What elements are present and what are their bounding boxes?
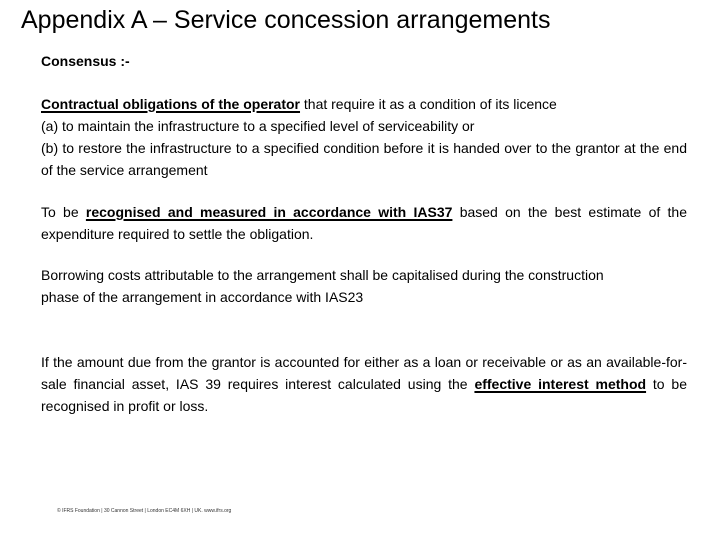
footer-copyright: © IFRS Foundation | 30 Cannon Street | London EC4M 6XH | UK. www.ifrs.org bbox=[57, 508, 232, 514]
borrowing-costs-paragraph: Borrowing costs attributable to the arrangement shall be capitalised during the construction phase of the arrangement in accordance with IAS23 bbox=[41, 267, 604, 305]
ias37-emphasis: recognised and measured in accordance with IAS37 bbox=[85, 204, 453, 220]
ias37-paragraph bbox=[41, 201, 687, 245]
ias37-pre: To be bbox=[41, 204, 86, 220]
contractual-obligations-paragraph bbox=[41, 93, 687, 181]
obligation-a-line: (a) to maintain the infrastructure to a specified level of serviceability or bbox=[41, 118, 475, 134]
ias39-pre: If the amount due from the grantor is accounted for either as a loan or receivable or as an available-for-sale financial asset, IAS 39 requires interest calculated using the bbox=[41, 354, 687, 392]
ias39-paragraph bbox=[41, 351, 687, 417]
effective-interest-emphasis: effective interest method bbox=[474, 376, 647, 392]
consensus-heading: Consensus :- bbox=[41, 53, 130, 69]
contractual-obligations-rest: that require it as a condition of its licence bbox=[300, 96, 557, 112]
ias39-rest: to be recognised in profit or loss. bbox=[41, 376, 687, 414]
slide-title: Appendix A – Service concession arrangements bbox=[21, 6, 551, 34]
contractual-obligations-emphasis: Contractual obligations of the operator bbox=[41, 96, 301, 112]
ias37-rest: based on the best estimate of the expenditure required to settle the obligation. bbox=[41, 204, 687, 242]
obligation-b-line: (b) to restore the infrastructure to a specified condition before it is handed over to the grantor at the end of the service arrangement bbox=[41, 140, 687, 178]
